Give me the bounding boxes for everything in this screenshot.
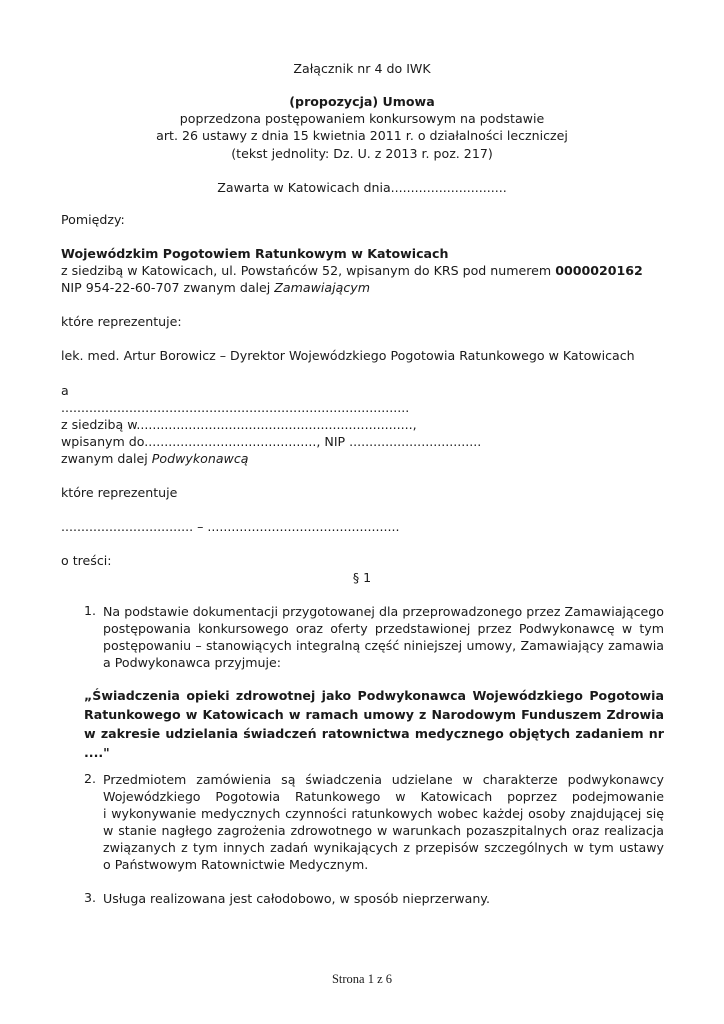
clause-1-body [103,603,664,671]
place-date: Zawarta w Katowicach dnia............................. [217,180,507,195]
title-sub-2: art. 26 ustawy z dnia 15 kwietnia 2011 r. o działalności leczniczej [156,128,568,143]
document-title: (propozycja) Umowa [289,94,435,109]
quote-line: „Świadczenia opieki zdrowotnej jako Podwykonawca Wojewódzkiego Pogotowia [84,688,664,703]
clause-2-line: w stanie nagłego zagrożenia zdrowotnego w warunkach pozaszpitalnych oraz realizacja [103,823,664,838]
employer-address-text: z siedzibą w Katowicach, ul. Powstańców 52, wpisanym do KRS pod numerem [61,263,556,278]
quote-line: ...." [84,745,110,760]
page-footer: Strona 1 z 6 [331,972,393,986]
clause-1-number: 1. [84,603,97,618]
employer-krs: 0000020162 [555,263,643,278]
representative: lek. med. Artur Borowicz – Dyrektor Wojewódzkiego Pogotowia Ratunkowego w Katowicach [61,348,635,363]
contractor-registration: wpisanym do..........................................., NIP ................................. [61,434,482,449]
represented-by-label: które reprezentuje: [61,314,182,329]
contractor-name-blank: ....................................................................................... [61,400,410,415]
clause-2-line: Wojewódzkiego Pogotowia Ratunkowego w Katowicach poprzez podejmowanie [103,789,664,804]
employer-address [61,262,643,279]
clause-2-line: Przedmiotem zamówienia są świadczenia udzielane w charakterze podwykonawcy [103,772,664,787]
quote-line: w zakresie udzielania świadczeń ratownictwa medycznego objętych zadaniem nr [84,726,664,741]
clause-1-line: postępowaniu – stanowiących integralną część niniejszej umowy, Zamawiający zamawia [103,638,664,653]
clause-3-text: Usługa realizowana jest całodobowo, w sposób nieprzerwany. [103,891,490,906]
clause-2-line: o Państwowym Ratownictwie Medycznym. [103,857,369,872]
clause-2-line: związanych z tym innych zadań wynikających z przepisów szczególnych w tym ustawy [103,840,664,855]
title-sub-3: (tekst jednolity: Dz. U. z 2013 r. poz. 217) [231,146,493,161]
section-mark: § 1 [352,570,372,585]
clause-3-number: 3. [84,890,97,905]
clause-1-line: postępowania konkursowego oraz oferty przedstawionej przez Podwykonawcę w tym [103,621,664,636]
employer-name: Wojewódzkim Pogotowiem Ratunkowym w Katowicach [61,246,449,261]
contractor-alias-text: zwanym dalej [61,451,152,466]
clause-1-line: Na podstawie dokumentacji przygotowanej dla przeprowadzonego przez Zamawiającego [103,604,664,619]
employer-nip [61,279,370,296]
employer-nip-text: NIP 954-22-60-707 zwanym dalej [61,280,275,295]
clause-2-number: 2. [84,771,97,786]
representative-blank: ................................. – ................................................ [61,519,400,534]
clause-2-line: i wykonywanie medycznych czynności ratunkowych wobec każdej osoby znajdującej się [103,806,664,821]
between-label: Pomiędzy: [61,212,125,227]
and-label: a [61,383,69,398]
contractor-alias-line [61,450,248,467]
clause-2-body [103,771,664,873]
represented-by-label-2: które reprezentuje [61,485,178,500]
service-name-quote [84,686,664,762]
contractor-seat: z siedzibą w....................................................................., [61,417,417,432]
annex-label: Załącznik nr 4 do IWK [293,61,431,76]
title-sub-1: poprzedzona postępowaniem konkursowym na podstawie [179,111,545,126]
contractor-alias: Podwykonawcą [151,451,249,466]
clause-1-line: a Podwykonawca przyjmuje: [103,655,281,670]
clause-3-body [103,890,664,907]
content-label: o treści: [61,553,112,568]
employer-alias: Zamawiającym [274,280,371,295]
quote-line: Ratunkowego w Katowicach w ramach umowy z Narodowym Funduszem Zdrowia [84,707,664,722]
